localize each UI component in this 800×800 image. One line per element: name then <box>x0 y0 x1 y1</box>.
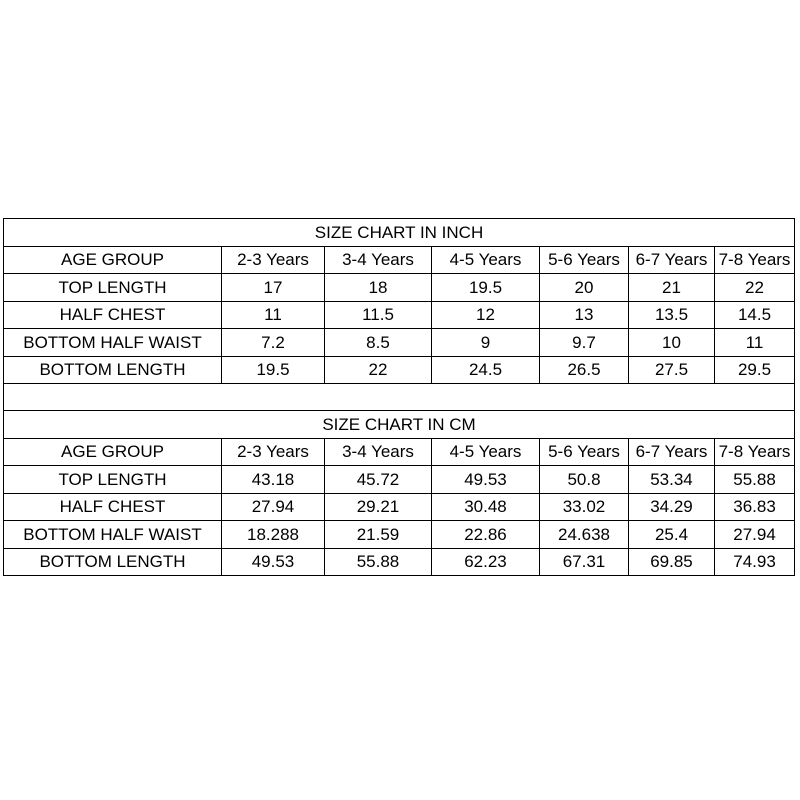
value-cell: 25.4 <box>629 521 715 549</box>
inch-chart-title: SIZE CHART IN INCH <box>4 219 795 247</box>
row-label: HALF CHEST <box>4 301 222 329</box>
value-cell: 22 <box>715 274 795 302</box>
value-cell: 36.83 <box>715 493 795 521</box>
value-cell: 49.53 <box>222 548 325 576</box>
value-cell: 29.21 <box>325 493 432 521</box>
cm-age-header: 3-4 Years <box>325 438 432 466</box>
inch-age-header: 4-5 Years <box>432 246 540 274</box>
value-cell: 30.48 <box>432 493 540 521</box>
section-spacer <box>4 384 795 411</box>
value-cell: 22 <box>325 356 432 384</box>
cm-age-header: 5-6 Years <box>540 438 629 466</box>
value-cell: 45.72 <box>325 466 432 494</box>
value-cell: 8.5 <box>325 329 432 357</box>
inch-row-bottom-half-waist <box>4 329 795 357</box>
row-label: BOTTOM HALF WAIST <box>4 521 222 549</box>
inch-age-header: 3-4 Years <box>325 246 432 274</box>
size-chart-table <box>3 218 795 576</box>
inch-age-header: 2-3 Years <box>222 246 325 274</box>
value-cell: 69.85 <box>629 548 715 576</box>
cm-header-row <box>4 438 795 466</box>
value-cell: 50.8 <box>540 466 629 494</box>
value-cell: 13 <box>540 301 629 329</box>
cm-age-header: 4-5 Years <box>432 438 540 466</box>
value-cell: 12 <box>432 301 540 329</box>
cm-age-header: 7-8 Years <box>715 438 795 466</box>
value-cell: 11 <box>715 329 795 357</box>
cm-row-bottom-half-waist <box>4 521 795 549</box>
cm-title-row <box>4 411 795 439</box>
cm-age-header: 6-7 Years <box>629 438 715 466</box>
row-label: BOTTOM LENGTH <box>4 356 222 384</box>
cm-row-top-length <box>4 466 795 494</box>
value-cell: 24.638 <box>540 521 629 549</box>
inch-age-header: 5-6 Years <box>540 246 629 274</box>
value-cell: 18.288 <box>222 521 325 549</box>
value-cell: 34.29 <box>629 493 715 521</box>
value-cell: 9 <box>432 329 540 357</box>
value-cell: 21 <box>629 274 715 302</box>
value-cell: 29.5 <box>715 356 795 384</box>
value-cell: 11 <box>222 301 325 329</box>
cm-age-header: 2-3 Years <box>222 438 325 466</box>
value-cell: 18 <box>325 274 432 302</box>
inch-title-row <box>4 219 795 247</box>
row-label: BOTTOM LENGTH <box>4 548 222 576</box>
value-cell: 14.5 <box>715 301 795 329</box>
inch-age-header: 6-7 Years <box>629 246 715 274</box>
cm-row-half-chest <box>4 493 795 521</box>
value-cell: 9.7 <box>540 329 629 357</box>
cm-header-label: AGE GROUP <box>4 438 222 466</box>
value-cell: 53.34 <box>629 466 715 494</box>
cm-chart-title: SIZE CHART IN CM <box>4 411 795 439</box>
section-spacer-row <box>4 384 795 411</box>
value-cell: 22.86 <box>432 521 540 549</box>
value-cell: 7.2 <box>222 329 325 357</box>
value-cell: 27.94 <box>222 493 325 521</box>
value-cell: 20 <box>540 274 629 302</box>
value-cell: 55.88 <box>325 548 432 576</box>
value-cell: 67.31 <box>540 548 629 576</box>
inch-header-row <box>4 246 795 274</box>
value-cell: 10 <box>629 329 715 357</box>
value-cell: 26.5 <box>540 356 629 384</box>
inch-header-label: AGE GROUP <box>4 246 222 274</box>
value-cell: 19.5 <box>432 274 540 302</box>
value-cell: 11.5 <box>325 301 432 329</box>
value-cell: 13.5 <box>629 301 715 329</box>
value-cell: 62.23 <box>432 548 540 576</box>
value-cell: 43.18 <box>222 466 325 494</box>
value-cell: 55.88 <box>715 466 795 494</box>
value-cell: 49.53 <box>432 466 540 494</box>
value-cell: 33.02 <box>540 493 629 521</box>
inch-age-header: 7-8 Years <box>715 246 795 274</box>
value-cell: 21.59 <box>325 521 432 549</box>
inch-row-top-length <box>4 274 795 302</box>
inch-row-bottom-length <box>4 356 795 384</box>
value-cell: 74.93 <box>715 548 795 576</box>
row-label: TOP LENGTH <box>4 274 222 302</box>
value-cell: 19.5 <box>222 356 325 384</box>
value-cell: 24.5 <box>432 356 540 384</box>
row-label: HALF CHEST <box>4 493 222 521</box>
value-cell: 27.94 <box>715 521 795 549</box>
row-label: TOP LENGTH <box>4 466 222 494</box>
value-cell: 17 <box>222 274 325 302</box>
row-label: BOTTOM HALF WAIST <box>4 329 222 357</box>
inch-row-half-chest <box>4 301 795 329</box>
cm-row-bottom-length <box>4 548 795 576</box>
value-cell: 27.5 <box>629 356 715 384</box>
